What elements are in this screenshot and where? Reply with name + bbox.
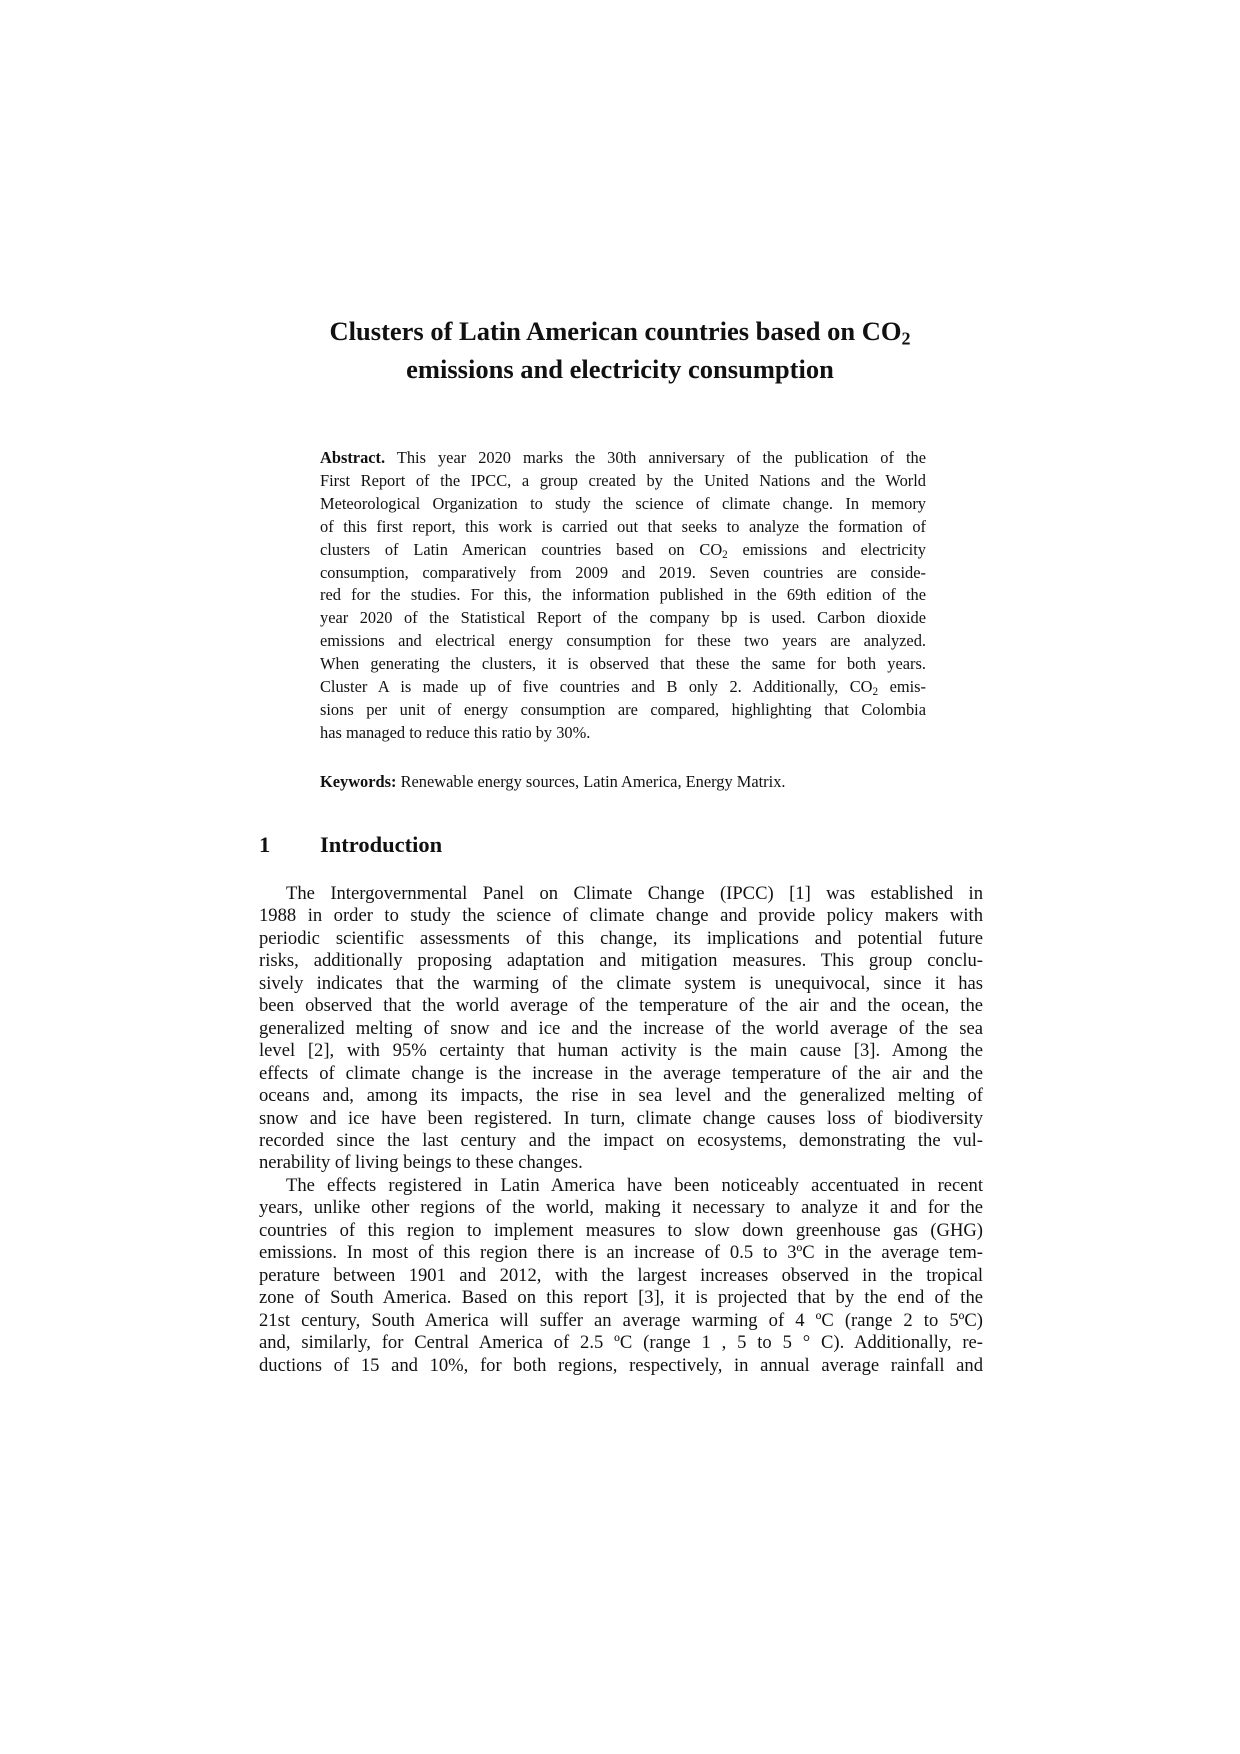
body-line: snow and ice have been registered. In turn, climate change causes loss of biodiversity [259,1107,983,1129]
body-line: periodic scientific assessments of this change, its implications and potential future [259,927,983,949]
co2-subscript: 2 [872,685,879,698]
body-line: countries of this region to implement measures to slow down greenhouse gas (GHG) [259,1219,983,1241]
body-line: zone of South America. Based on this report [3], it is projected that by the end of the [259,1287,983,1309]
abstract-line: consumption, comparatively from 2009 and 2019. Seven countries are conside- [320,562,926,582]
body-line: emissions. In most of this region there is an increase of 0.5 to 3ºC in the average tem- [259,1242,983,1264]
section-heading [259,830,442,860]
abstract-label: Abstract. [320,448,386,467]
body-line: 21st century, South America will suffer an average warming of 4 ºC (range 2 to 5ºC) [259,1309,983,1331]
abstract-line: When generating the clusters, it is observed that these the same for both years. [320,654,926,674]
body-line: and, similarly, for Central America of 2.5 ºC (range 1 , 5 to 5 ° C). Additionally, re- [259,1332,983,1354]
abstract-line-text: This year 2020 marks the 30th anniversary of the publication of the [385,448,926,467]
abstract-line-text: Cluster A is made up of five countries and B only 2. Additionally, CO [320,677,873,697]
abstract-line: has managed to reduce this ratio by 30%. [320,722,591,742]
abstract-line: of this first report, this work is carried out that seeks to analyze the formation of [320,516,926,536]
section-number: 1 [259,832,271,857]
abstract [320,447,926,745]
body-line: The effects registered in Latin America have been noticeably accentuated in recent [286,1174,983,1196]
body-line: 1988 in order to study the science of climate change and provide policy makers with [259,905,983,927]
body-line: years, unlike other regions of the world, making it necessary to analyze it and for the [259,1197,983,1219]
title-subscript: 2 [901,328,911,349]
title-line-2: emissions and electricity consumption [406,354,834,384]
body-line: The Intergovernmental Panel on Climate Change (IPCC) [1] was established in [286,883,983,904]
title-line-1 [0,312,1240,350]
abstract-line: year 2020 of the Statistical Report of the company bp is used. Carbon dioxide [320,608,926,628]
abstract-line: red for the studies. For this, the information published in the 69th edition of the [320,585,926,605]
abstract-line [320,539,926,562]
body-line: generalized melting of snow and ice and the increase of the world average of the sea [259,1017,983,1039]
abstract-line: Meteorological Organization to study the science of climate change. In memory [320,493,926,513]
abstract-line: sions per unit of energy consumption are compared, highlighting that Colombia [320,699,926,719]
body-line: risks, additionally proposing adaptation and mitigation measures. This group conclu- [259,950,983,972]
body-line: nerability of living beings to these changes. [259,1152,583,1174]
body-line: sively indicates that the warming of the climate system is unequivocal, since it has [259,972,983,994]
body-line: recorded since the last century and the impact on ecosystems, demonstrating the vul- [259,1129,983,1151]
keywords-text: Renewable energy sources, Latin America, Energy Matrix. [396,772,786,791]
body-text [259,883,983,1377]
body-line: effects of climate change is the increase in the average temperature of the air and the [259,1062,983,1084]
abstract-line-text: clusters of Latin American countries based on CO [320,539,723,559]
abstract-line [320,676,926,699]
body-line: ductions of 15 and 10%, for both regions, respectively, in annual average rainfall and [259,1354,983,1376]
body-line: oceans and, among its impacts, the rise in sea level and the generalized melting of [259,1085,983,1107]
paper-title [0,312,1240,388]
body-line: level [2], with 95% certainty that human activity is the main cause [3]. Among the [259,1040,983,1062]
title-line-1-text: Clusters of Latin American countries based on CO [329,316,902,346]
abstract-line-text: emis- [878,677,926,697]
abstract-line: First Report of the IPCC, a group created by the United Nations and the World [320,470,926,490]
body-line: perature between 1901 and 2012, with the largest increases observed in the tropical [259,1264,983,1286]
section-title: Introduction [320,832,443,857]
abstract-line: emissions and electrical energy consumption for these two years are analyzed. [320,631,926,651]
keywords-label: Keywords: [320,772,397,791]
body-line: been observed that the world average of the temperature of the air and the ocean, the [259,995,983,1017]
keywords [320,771,785,794]
abstract-line-text: emissions and electricity [727,539,926,559]
abstract-line [320,447,926,470]
co2-subscript: 2 [722,548,728,561]
